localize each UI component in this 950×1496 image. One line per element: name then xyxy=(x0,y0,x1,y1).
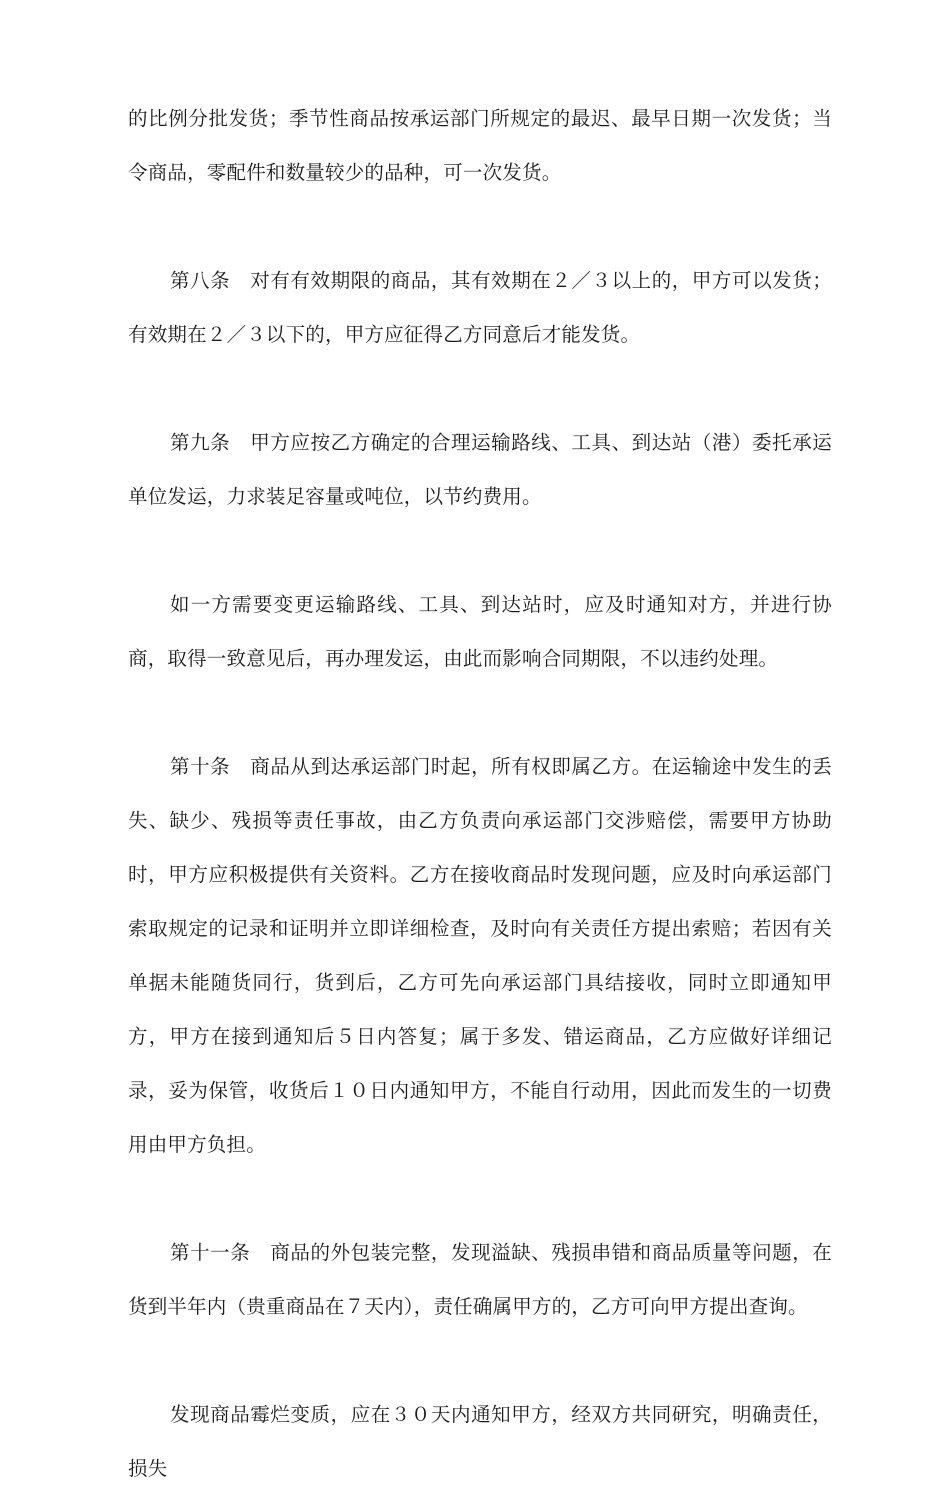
paragraph-article-8: 第八条 对有有效期限的商品，其有效期在２／３以上的，甲方可以发货；有效期在２／３以下的，甲方应征得乙方同意后才能发货。 xyxy=(128,269,832,346)
document-body xyxy=(128,92,832,1496)
paragraph-spacer xyxy=(128,362,832,416)
paragraph-spacer xyxy=(128,524,832,578)
paragraph-article-9-supplement: 如一方需要变更运输路线、工具、到达站时，应及时通知对方，并进行协商，取得一致意见后，再办理发运，由此而影响合同期限，不以违约处理。 xyxy=(128,593,832,670)
paragraph-article-10: 第十条 商品从到达承运部门时起，所有权即属乙方。在运输途中发生的丢失、缺少、残损等责任事故，由乙方负责向承运部门交涉赔偿，需要甲方协助时，甲方应积极提供有关资料。乙方在接收商品时发现问题，应及时向承运部门索取规定的记录和证明并立即详细检查，及时向有关责任方提出索赔；若因有关单据未能随货同行，货到后，乙方可先向承运部门具结接收，同时立即通知甲方，甲方在接到通知后５日内答复；属于多发、错运商品，乙方应做好详细记录，妥为保管，收货后１０日内通知甲方，不能自行动用，因此而发生的一切费用由甲方负担。 xyxy=(128,755,832,1156)
paragraph-spacer xyxy=(128,686,832,740)
paragraph-article-11: 第十一条 商品的外包装完整，发现溢缺、残损串错和商品质量等问题，在货到半年内（贵重商品在７天内），责任确属甲方的，乙方可向甲方提出查询。 xyxy=(128,1241,832,1318)
paragraph-spacer xyxy=(128,1172,832,1226)
paragraph-article-9: 第九条 甲方应按乙方确定的合理运输路线、工具、到达站（港）委托承运单位发运，力求装足容量或吨位，以节约费用。 xyxy=(128,431,832,508)
paragraph-article-11-supplement: 发现商品霉烂变质，应在３０天内通知甲方，经双方共同研究，明确责任，损失 xyxy=(128,1403,832,1480)
paragraph-spacer xyxy=(128,1334,832,1388)
paragraph-continued-shipping: 的比例分批发货；季节性商品按承运部门所规定的最迟、最早日期一次发货；当令商品，零配件和数量较少的品种，可一次发货。 xyxy=(128,107,832,184)
paragraph-spacer xyxy=(128,200,832,254)
